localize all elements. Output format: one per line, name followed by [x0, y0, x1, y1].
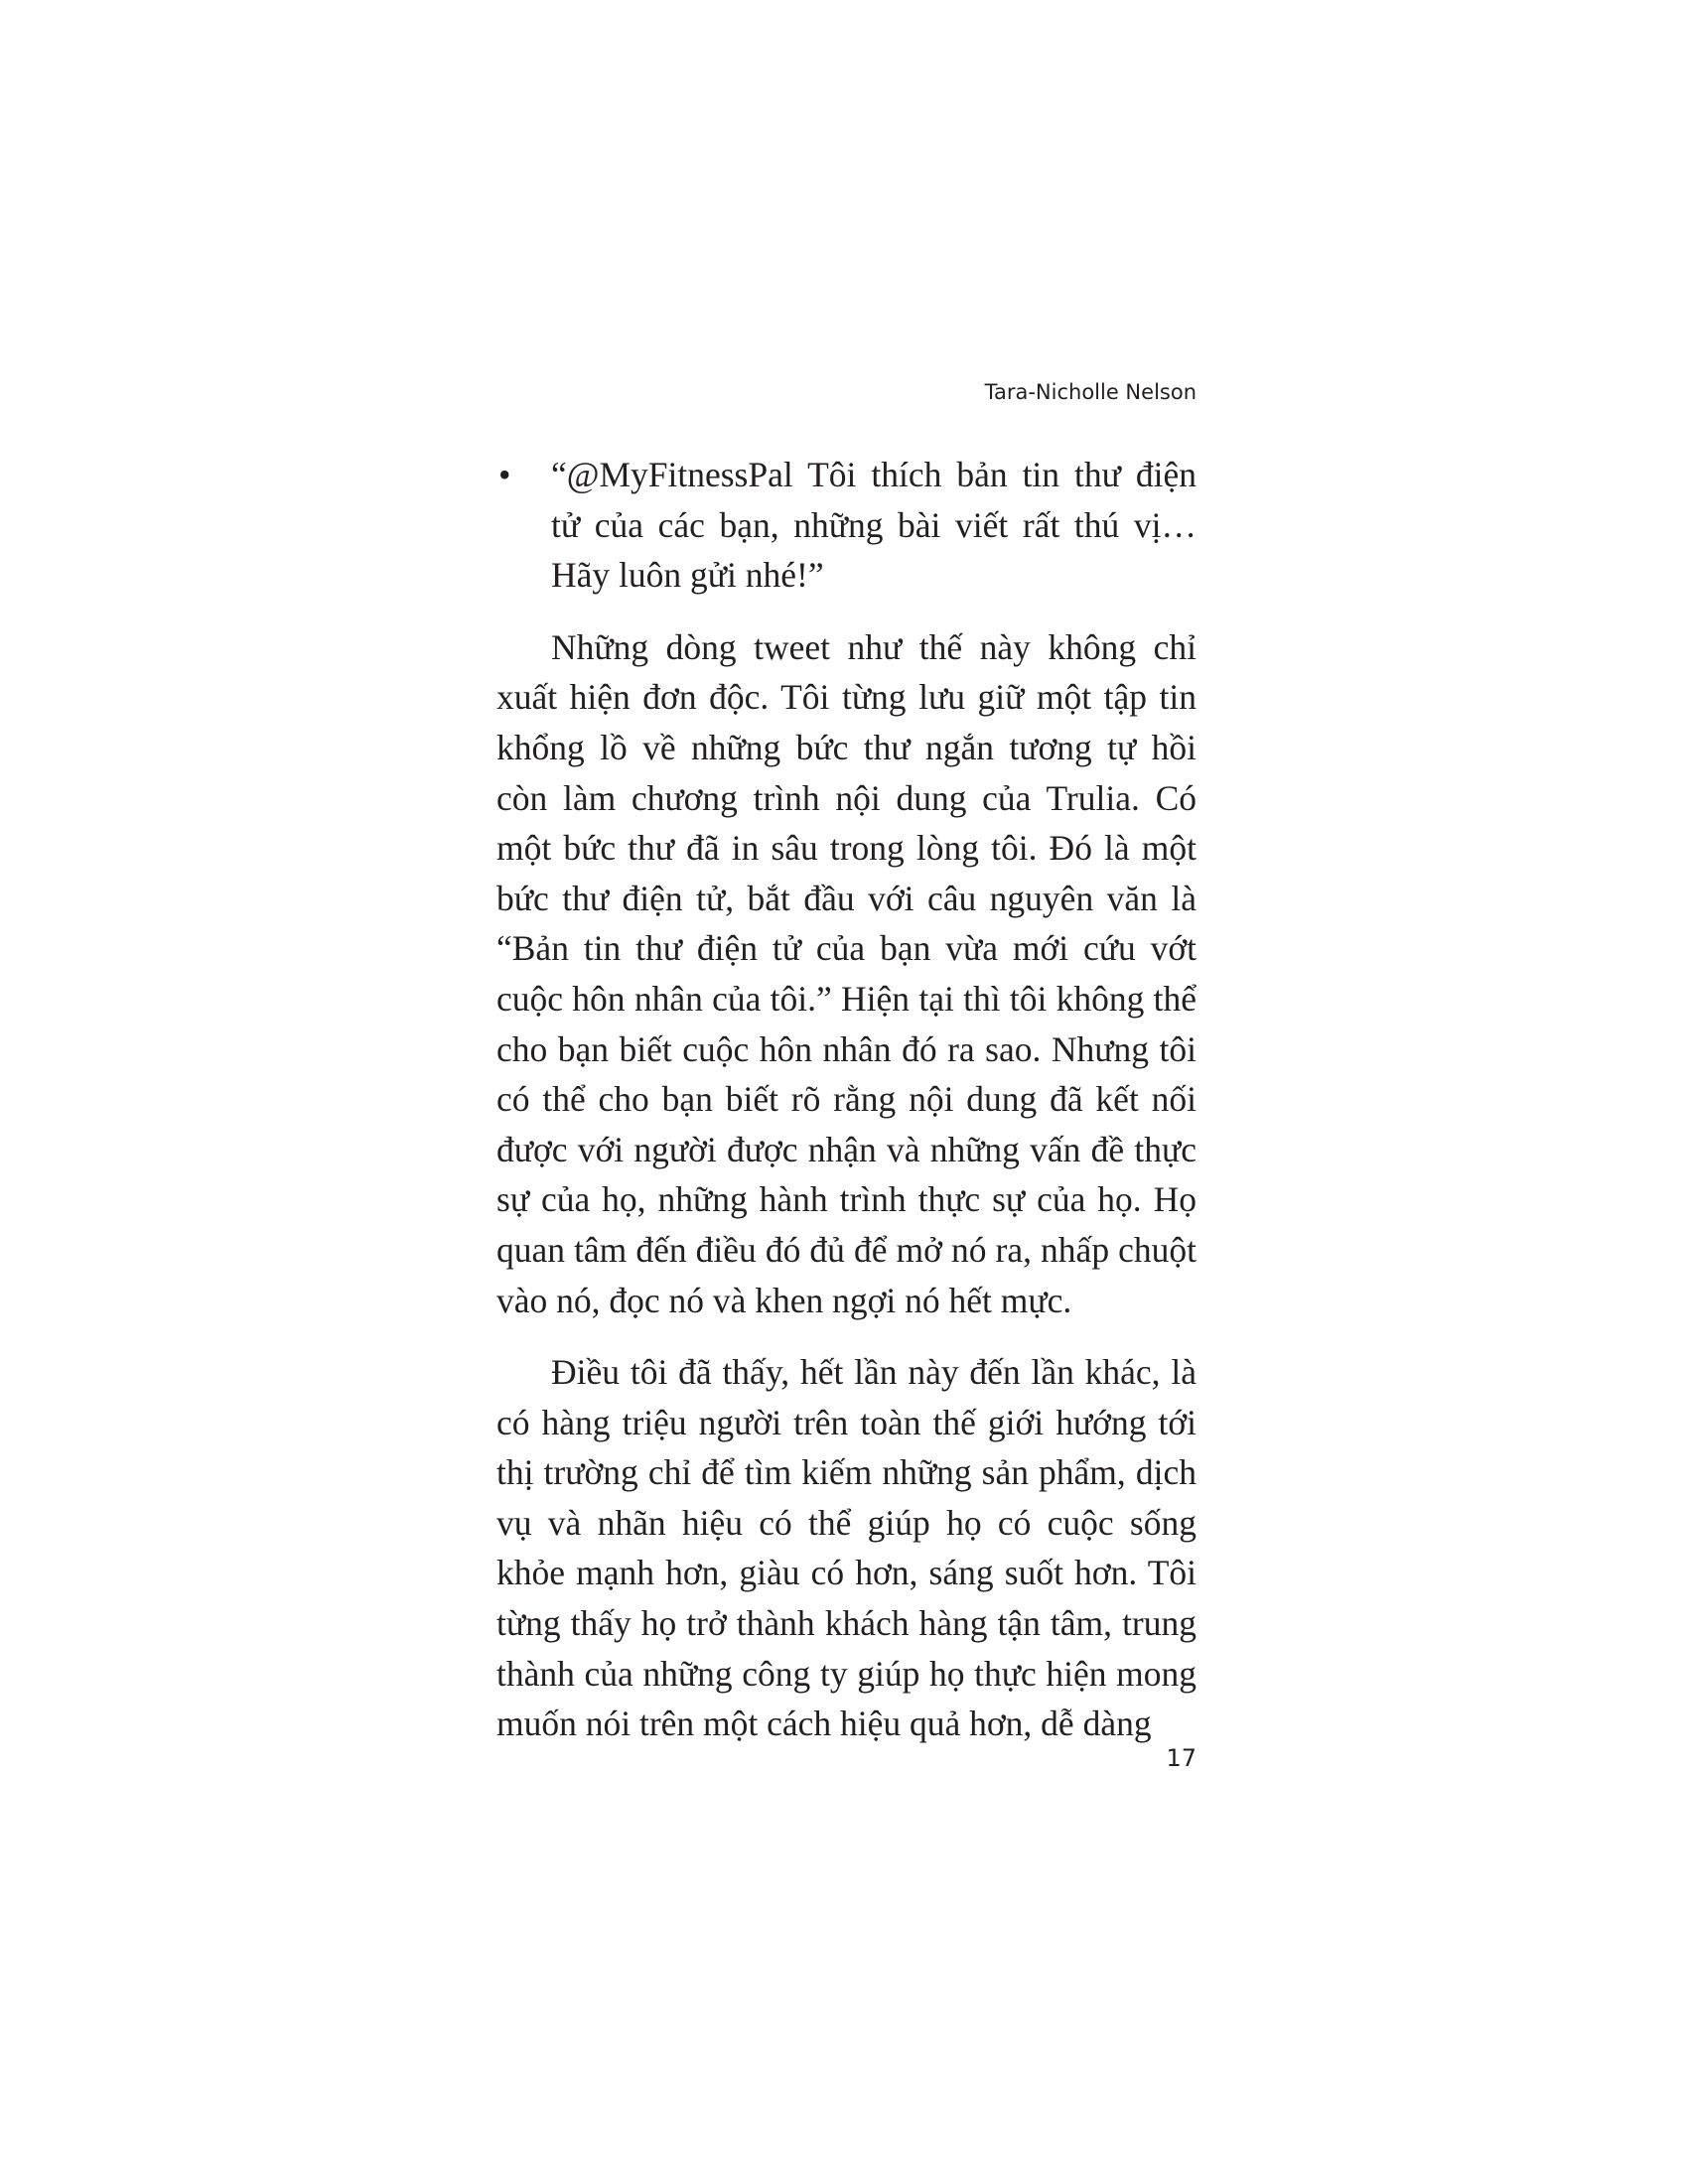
bullet-quote — [496, 450, 1196, 601]
bullet-quote-text: “@MyFitnessPal Tôi thích bản tin thư điện tử của các bạn, những bài viết rất thú vị… Hãy luôn gửi nhé!” — [551, 455, 1196, 596]
bullet-icon: • — [498, 455, 511, 494]
body-text — [496, 450, 1196, 1771]
running-head: Tara-Nicholle Nelson — [984, 380, 1196, 404]
paragraph-2: Điều tôi đã thấy, hết lần này đến lần khác, là có hàng triệu người trên toàn thế giới hướng tới thị trường chỉ để tìm kiếm những sản phẩm, dịch vụ và nhãn hiệu có thể giúp họ có cuộc sống khỏe mạnh hơn, giàu có hơn, sáng suốt hơn. Tôi từng thấy họ trở thành khách hàng tận tâm, trung thành của những công ty giúp họ thực hiện mong muốn nói trên một cách hiệu quả hơn, dễ dàng — [496, 1352, 1196, 1744]
paragraph-1: Những dòng tweet như thế này không chỉ xuất hiện đơn độc. Tôi từng lưu giữ một tập tin khổng lồ về những bức thư ngắn tương tự hồi còn làm chương trình nội dung của Trulia. Có một bức thư đã in sâu trong lòng tôi. Đó là một bức thư điện tử, bắt đầu với câu nguyên văn là “Bản tin thư điện tử của bạn vừa mới cứu vớt cuộc hôn nhân của tôi.” Hiện tại thì tôi không thể cho bạn biết cuộc hôn nhân đó ra sao. Nhưng tôi có thể cho bạn biết rõ rằng nội dung đã kết nối được với người được nhận và những vấn đề thực sự của họ, những hành trình thực sự của họ. Họ quan tâm đến điều đó đủ để mở nó ra, nhấp chuột vào nó, đọc nó và khen ngợi nó hết mực. — [496, 626, 1196, 1320]
page-number: 17 — [1166, 1744, 1196, 1772]
